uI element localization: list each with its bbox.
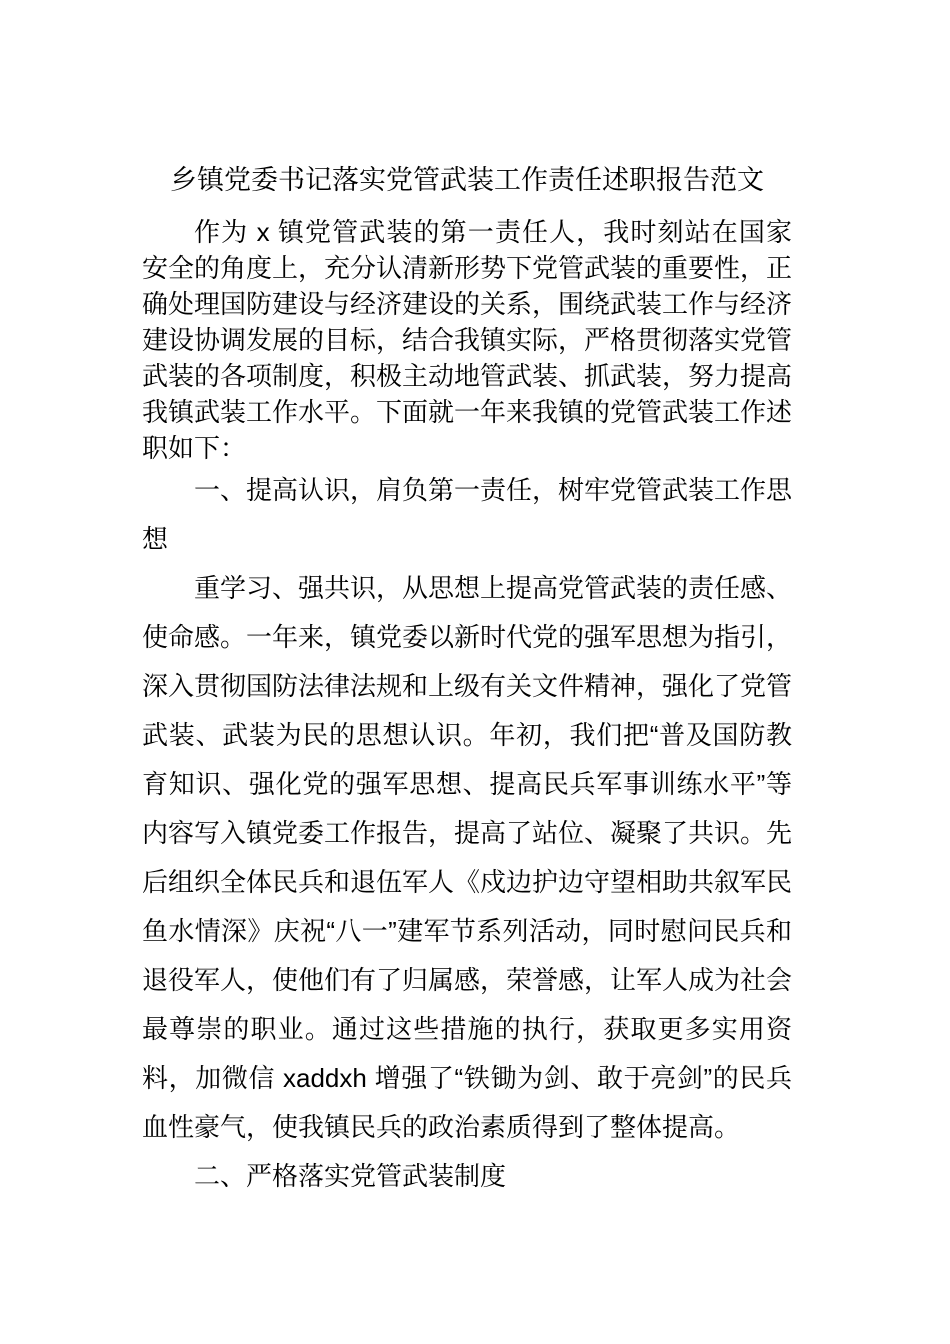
section-heading-2: 二、严格落实党管武装制度 — [194, 1161, 507, 1191]
paragraph-intro: 作为 x 镇党管武装的第一责任人，我时刻站在国家安全的角度上，充分认清新形势下党管武装的重要性，正确处理国防建设与经济建设的关系，围绕武装工作与经济建设协调发展的目标，结合我镇实际，严格贯彻落实党管武装的各项制度，积极主动地管武装、抓武装，努力提高我镇武装工作水平。下面就一年来我镇的党管武装工作述职如下： — [142, 217, 793, 463]
document-title: 乡镇党委书记落实党管武装工作责任述职报告范文 — [170, 165, 764, 195]
paragraph-section-1: 重学习、强共识，从思想上提高党管武装的责任感、使命感。一年来，镇党委以新时代党的强军思想为指引，深入贯彻国防法律法规和上级有关文件精神，强化了党管武装、武装为民的思想认识。年初，我们把“普及国防教育知识、强化党的强军思想、提高民兵军事训练水平”等内容写入镇党委工作报告，提高了站位、凝聚了共识。先后组织全体民兵和退伍军人《戍边护边守望相助共叙军民鱼水情深》庆祝“八一”建军节系列活动，同时慰问民兵和退役军人，使他们有了归属感，荣誉感，让军人成为社会最尊崇的职业。通过这些措施的执行，获取更多实用资料，加微信 xaddxh 增强了“铁锄为剑、敢于亮剑”的民兵血性豪气，使我镇民兵的政治素质得到了整体提高。 — [142, 573, 793, 1142]
section-heading-1: 一、提高认识，肩负第一责任，树牢党管武装工作思想 — [142, 475, 793, 554]
